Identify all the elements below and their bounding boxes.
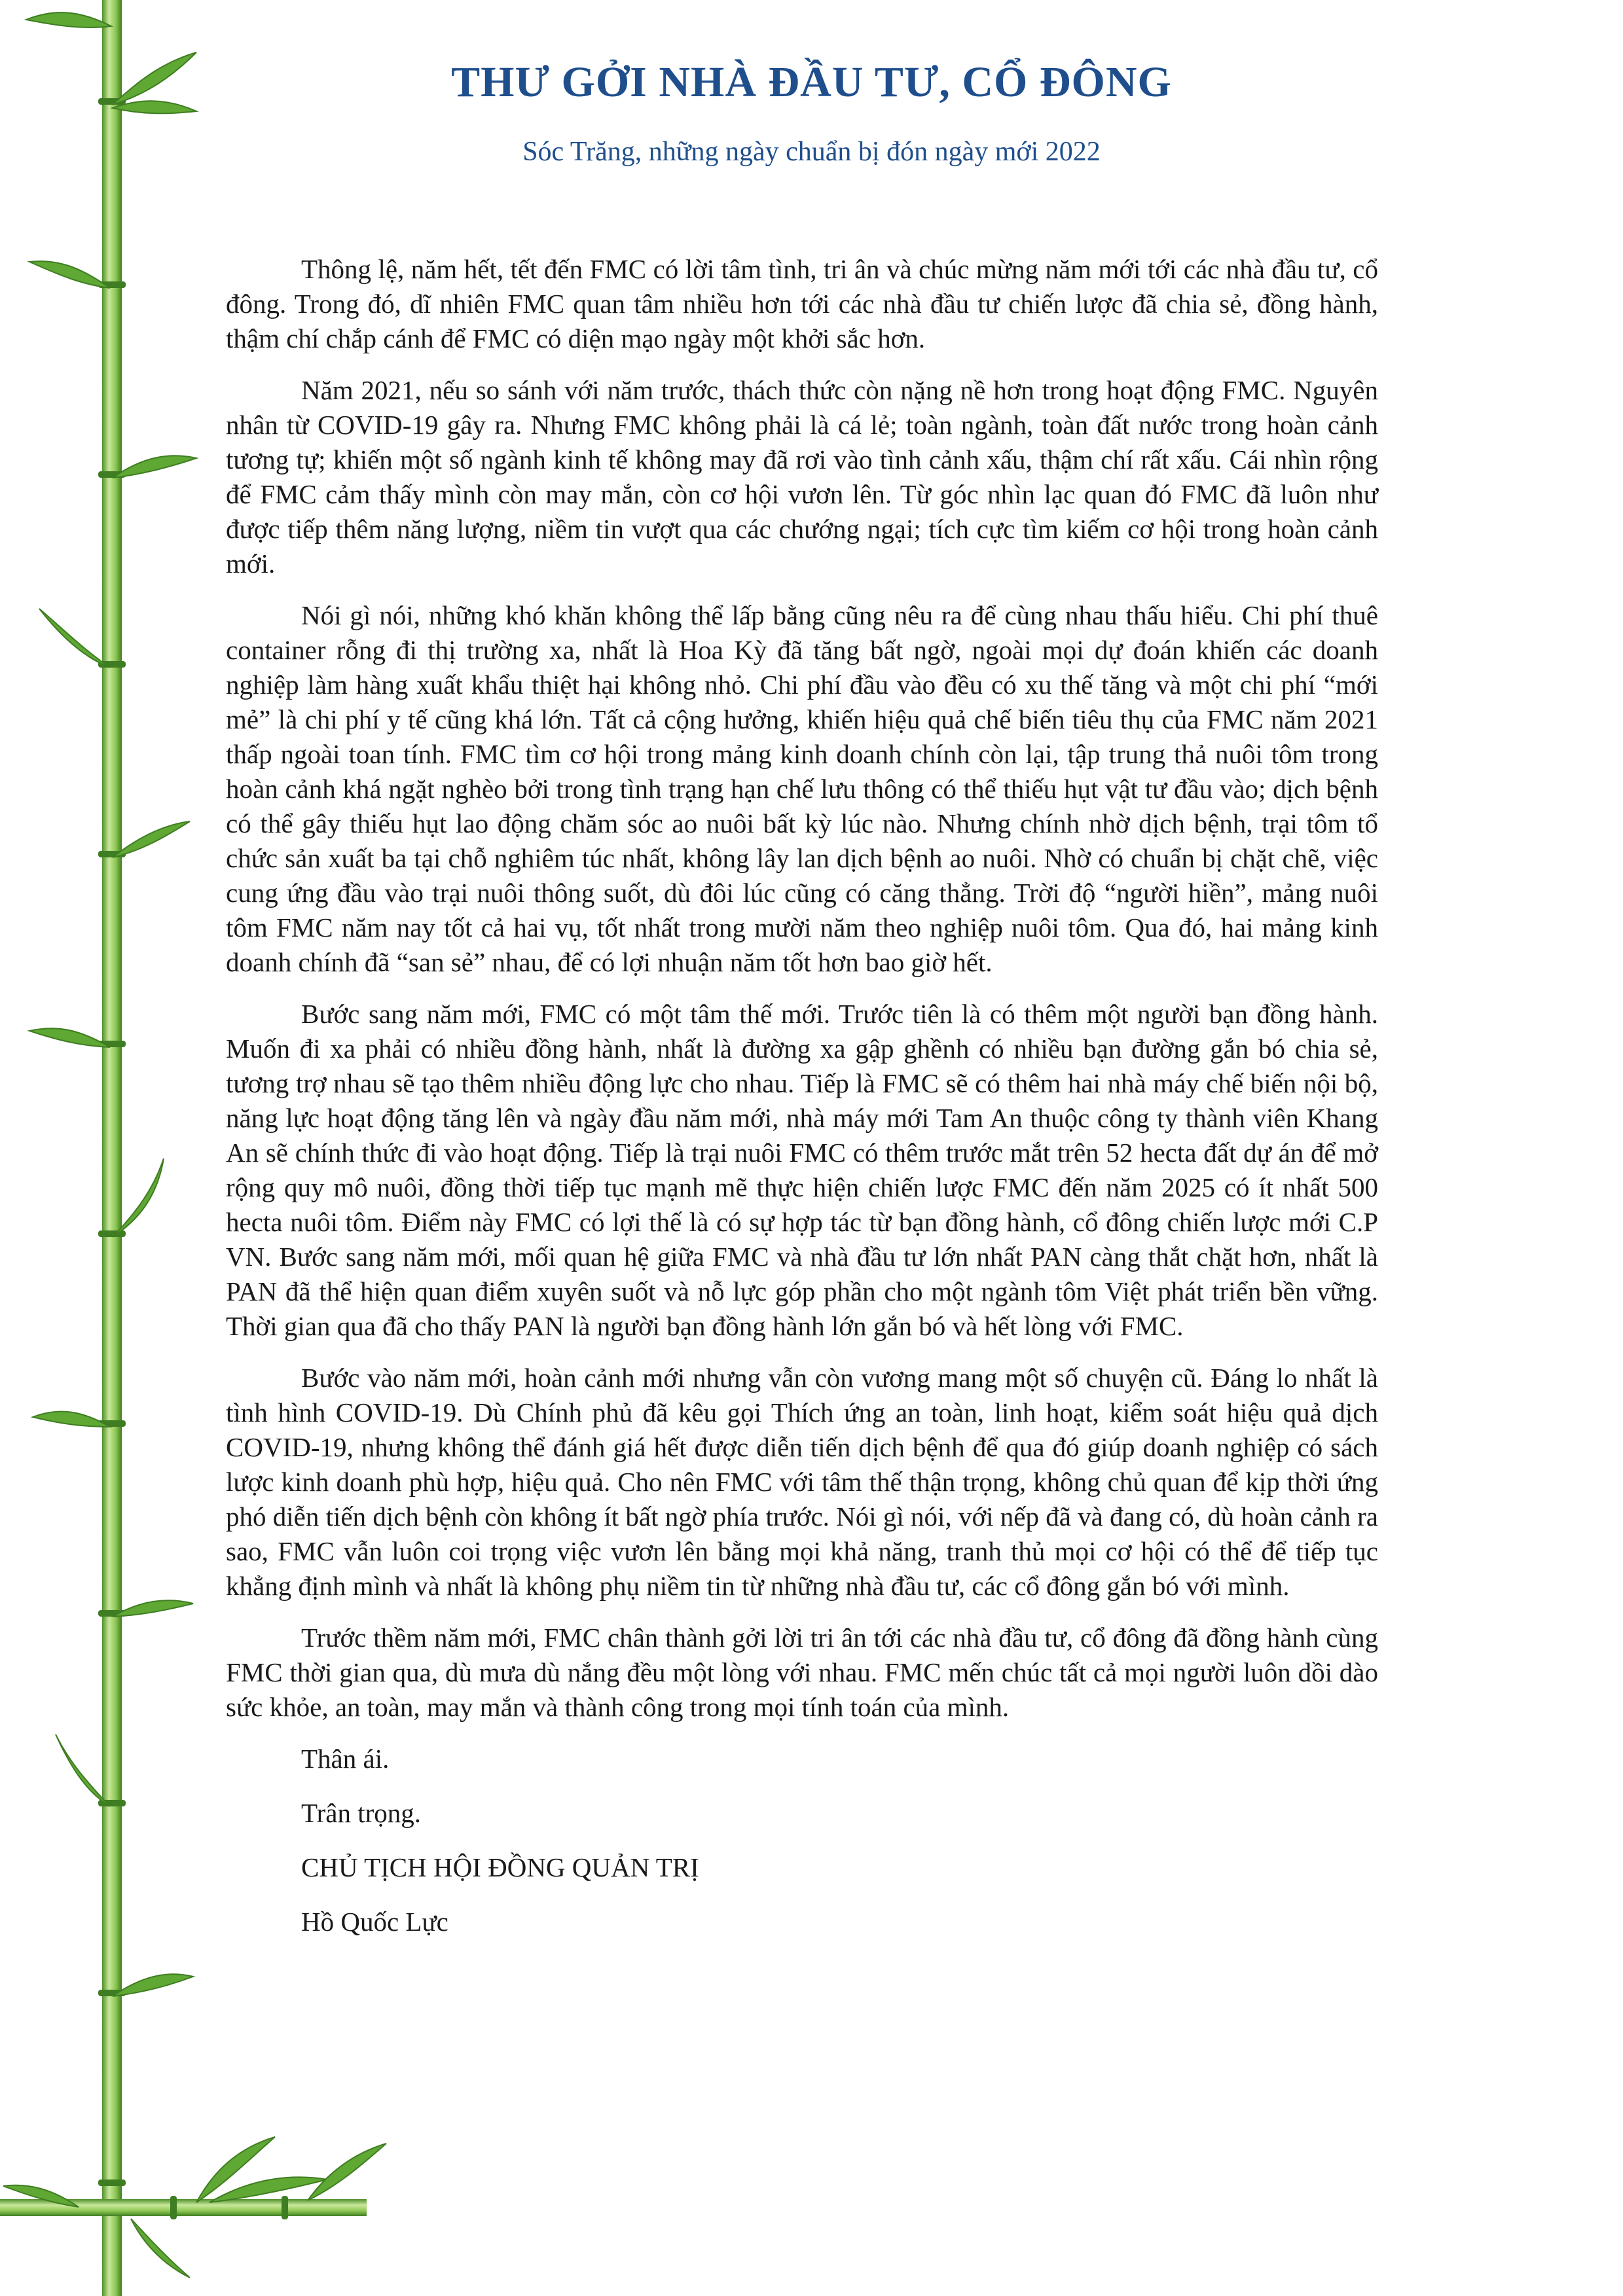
closing-regards: Trân trọng.: [301, 1798, 421, 1828]
letter-title: THƯ GỞI NHÀ ĐẦU TƯ, CỔ ĐÔNG: [451, 58, 1172, 106]
paragraph: Năm 2021, nếu so sánh với năm trước, thách thức còn nặng nề hơn trong hoạt động FMC. Nguyên nhân từ COVID-19 gây ra. Nhưng FMC không phải là cá lẻ; toàn ngành, toàn đất nước trong hoàn cảnh tương tự; khiến một số ngành kinh tế không may đã rơi vào tình cảnh xấu, thậm chí rất xấu. Cái nhìn rộng để FMC cảm thấy mình còn may mắn, còn cơ hội vươn lên. Từ góc nhìn lạc quan đó FMC đã luôn như được tiếp thêm năng lượng, niềm tin vượt qua các chướng ngại; tích cực tìm kiếm cơ hội trong hoàn cảnh mới.: [226, 375, 1378, 579]
paragraph: Nói gì nói, những khó khăn không thể lấp bằng cũng nêu ra để cùng nhau thấu hiểu. Chi phí thuê container rỗng đi thị trường xa, nhất là Hoa Kỳ đã tăng bất ngờ, ngoài mọi dự đoán khiến các doanh nghiệp làm hàng xuất khẩu thiệt hại không nhỏ. Chi phí đầu vào đều có xu thế tăng và một chi phí “mới mẻ” là chi phí y tế cũng khá lớn. Tất cả cộng hưởng, khiến hiệu quả chế biến tiêu thụ của FMC năm 2021 thấp ngoài toan tính. FMC tìm cơ hội trong mảng kinh doanh chính còn lại, tập trung thả nuôi tôm trong hoàn cảnh khá ngặt nghèo bởi trong tình trạng hạn chế lưu thông có thể thiếu hụt vật tư đầu vào; dịch bệnh có thể gây thiếu hụt lao động chăm sóc ao nuôi bất kỳ lúc nào. Nhưng chính nhờ dịch bệnh, trại tôm tổ chức sản xuất ba tại chỗ nghiêm túc nhất, không lây lan dịch bệnh ao nuôi. Nhờ có chuẩn bị chặt chẽ, việc cung ứng đầu vào trại nuôi thông suốt, dù đôi lúc cũng có căng thẳng. Trời độ “người hiền”, mảng nuôi tôm FMC năm nay tốt cả hai vụ, tốt nhất trong mười năm theo nghiệp nuôi tôm. Qua đó, hai mảng kinh doanh chính đã “san sẻ” nhau, để có lợi nhuận năm tốt hơn bao giờ hết.: [226, 600, 1378, 977]
letter-body: [226, 252, 1378, 1959]
paragraph: Bước vào năm mới, hoàn cảnh mới nhưng vẫn còn vương mang một số chuyện cũ. Đáng lo nhất là tình hình COVID-19. Dù Chính phủ đã kêu gọi Thích ứng an toàn, linh hoạt, kiểm soát hiệu quả dịch COVID-19, nhưng không thể đánh giá hết được diễn tiến dịch bệnh để qua đó giúp doanh nghiệp có sách lược kinh doanh phù hợp, hiệu quả. Cho nên FMC với tâm thế thận trọng, không chủ quan để kịp thời ứng phó diễn tiến dịch bệnh còn không ít bất ngờ phía trước. Nói gì nói, với nếp đã và đang có, dù hoàn cảnh ra sao, FMC vẫn luôn coi trọng việc vươn lên bằng mọi khả năng, tranh thủ mọi cơ hội có thể để tiếp tục khẳng định mình và nhất là không phụ niềm tin từ những nhà đầu tư, các cổ đông gắn bó với mình.: [226, 1363, 1378, 1601]
signer-title: CHỦ TỊCH HỘI ĐỒNG QUẢN TRỊ: [301, 1852, 699, 1882]
paragraph: Thông lệ, năm hết, tết đến FMC có lời tâm tình, tri ân và chúc mừng năm mới tới các nhà đầu tư, cổ đông. Trong đó, dĩ nhiên FMC quan tâm nhiều hơn tới các nhà đầu tư chiến lược đã chia sẻ, đồng hành, thậm chí chắp cánh để FMC có diện mạo ngày một khởi sắc hơn.: [226, 254, 1378, 353]
closing-farewell: Thân ái.: [301, 1744, 390, 1774]
paragraph: Trước thềm năm mới, FMC chân thành gởi lời tri ân tới các nhà đầu tư, cổ đông đã đồng hành cùng FMC thời gian qua, dù mưa dù nắng đều một lòng với nhau. FMC mến chúc tất cả mọi người luôn dồi dào sức khỏe, an toàn, may mắn và thành công trong mọi tính toán của mình.: [226, 1623, 1378, 1722]
paragraph: Bước sang năm mới, FMC có một tâm thế mới. Trước tiên là có thêm một người bạn đồng hành. Muốn đi xa phải có nhiều đồng hành, nhất là đường xa gập ghềnh có nhiều bạn đường gắn bó chia sẻ, tương trợ nhau sẽ tạo thêm nhiều động lực cho nhau. Tiếp là FMC sẽ có thêm hai nhà máy chế biến nội bộ, năng lực hoạt động tăng lên và ngày đầu năm mới, nhà máy mới Tam An thuộc công ty thành viên Khang An sẽ chính thức đi vào hoạt động. Tiếp là trại nuôi FMC có thêm trước mắt trên 52 hecta đất dự án để mở rộng quy mô nuôi, đồng thời tiếp tục mạnh mẽ thực hiện chiến lược FMC đến năm 2025 có ít nhất 500 hecta nuôi tôm. Điểm này FMC có lợi thế là có sự hợp tác từ bạn đồng hành, cổ đông chiến lược mới C.P VN. Bước sang năm mới, mối quan hệ giữa FMC và nhà đầu tư lớn nhất PAN càng thắt chặt hơn, nhất là PAN đã thể hiện quan điểm xuyên suốt và nỗ lực góp phần cho một ngành tôm Việt phát triển bền vững. Thời gian qua đã cho thấy PAN là người bạn đồng hành lớn gắn bó và hết lòng với FMC.: [226, 999, 1378, 1341]
signer-name: Hồ Quốc Lực: [301, 1907, 448, 1937]
letter-place-date: Sóc Trăng, những ngày chuẩn bị đón ngày mới 2022: [522, 137, 1101, 167]
